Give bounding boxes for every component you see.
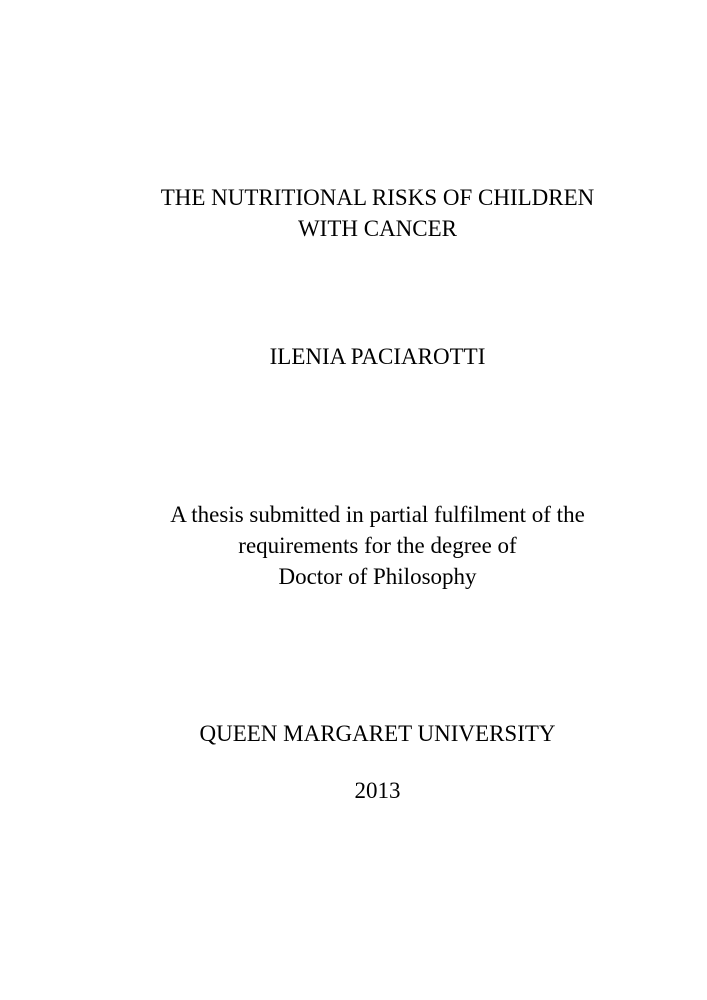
- degree-statement-line-3: Doctor of Philosophy: [278, 564, 477, 589]
- thesis-title-line-2: WITH CANCER: [297, 216, 458, 241]
- degree-statement-line-2: requirements for the degree of: [238, 533, 517, 558]
- degree-statement-line-1: A thesis submitted in partial fulfilment of the: [170, 502, 585, 527]
- submission-year: [24, 775, 707, 806]
- author-name: [24, 341, 707, 372]
- institution-name-text: QUEEN MARGARET UNIVERSITY: [199, 721, 556, 746]
- institution-name: [24, 718, 707, 749]
- submission-year-text: 2013: [354, 778, 401, 803]
- degree-statement: [24, 499, 707, 592]
- author-name-text: ILENIA PACIAROTTI: [269, 344, 486, 369]
- thesis-title-line-1: THE NUTRITIONAL RISKS OF CHILDREN: [160, 185, 595, 210]
- thesis-title: [24, 182, 707, 244]
